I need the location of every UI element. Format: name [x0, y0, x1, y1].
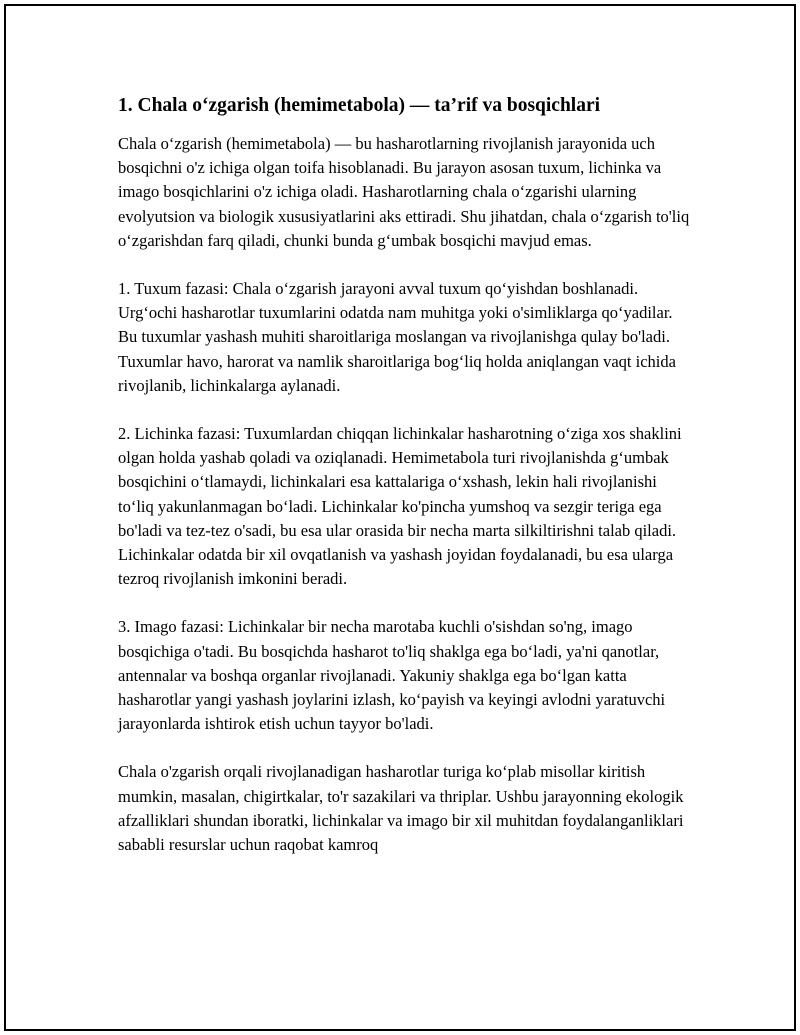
egg-phase-paragraph: 1. Tuxum fazasi: Chala o‘zgarish jarayoni avval tuxum qo‘yishdan boshlanadi. Urg‘ochi hasharotlar tuxumlarini odatda nam muhitga yoki o'simliklarga qo‘yadilar. Bu tuxumlar yashash muhiti sharoitlariga moslangan va rivojlanishga qulay bo'ladi. Tuxumlar havo, harorat va namlik sharoitlariga bog‘liq holda aniqlangan vaqt ichida rivojlanib, lichinkalarga aylanadi. — [118, 279, 676, 395]
section-heading: 1. Chala o‘zgarish (hemimetabola) — ta’rif va bosqichlari — [118, 95, 601, 116]
larva-phase-paragraph: 2. Lichinka fazasi: Tuxumlardan chiqqan lichinkalar hasharotning o‘ziga xos shaklini olgan holda yashab qoladi va oziqlanadi. Hemimetabola turi rivojlanishda g‘umbak bosqichini o‘tlamaydi, lichinkalari esa kattalariga o‘xshash, lekin hali rivojlanishi to‘liq yakunlanmagan bo‘ladi. Lichinkalar ko'pincha yumshoq va sezgir teriga ega bo'ladi va tez-tez o'sadi, bu esa ular orasida bir necha marta silkiltirishni talab qiladi. Lichinkalar odatda bir xil ovqatlanish va yashash joyidan foydalanadi, bu esa ularga tezroq rivojlanish imkonini beradi. — [118, 424, 682, 589]
examples-paragraph: Chala o'zgarish orqali rivojlanadigan hasharotlar turiga ko‘plab misollar kiritish mumkin, masalan, chigirtkalar, to'r sazakilari va thriplar. Ushbu jarayonning ekologik afzalliklari shundan iboratki, lichinkalar va imago bir xil muhitdan foydalanganliklari sababli resurslar uchun raqobat kamroq — [118, 762, 684, 855]
intro-paragraph: Chala o‘zgarish (hemimetabola) — bu hasharotlarning rivojlanish jarayonida uch bosqichni o'z ichiga olgan toifa hisoblanadi. Bu jarayon asosan tuxum, lichinka va imago bosqichlarini o'z ichiga oladi. Hasharotlarning chala o‘zgarishi ularning evolyutsion va biologik xususiyatlarini aks ettiradi. Shu jihatdan, chala o‘zgarish to'liq o‘zgarishdan farq qiladi, chunki bunda g‘umbak bosqichi mavjud emas. — [118, 134, 690, 250]
document-body — [118, 92, 692, 881]
imago-phase-paragraph: 3. Imago fazasi: Lichinkalar bir necha marotaba kuchli o'sishdan so'ng, imago bosqichiga o'tadi. Bu bosqichda hasharot to'liq shaklga ega bo‘ladi, ya'ni qanotlar, antennalar va boshqa organlar rivojlanadi. Yakuniy shaklga ega bo‘lgan katta hasharotlar yangi yashash joylarini izlash, ko‘payish va keyingi avlodni yaratuvchi jarayonlarda ishtirok etish uchun tayyor bo'ladi. — [118, 617, 666, 734]
